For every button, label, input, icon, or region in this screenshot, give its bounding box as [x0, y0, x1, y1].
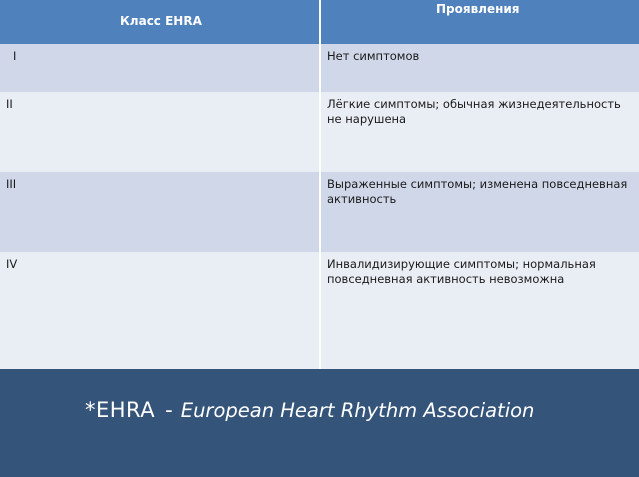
header-cell-class [0, 0, 319, 44]
description-value: Нет симптомов [327, 49, 420, 63]
description-cell [319, 252, 639, 369]
footer-full-name: European Heart Rhythm Association [180, 399, 535, 422]
footer-banner [0, 369, 639, 477]
table-row [0, 252, 639, 369]
description-value: Лёгкие симптомы; обычная жизнедеятельность не нарушена [327, 97, 621, 126]
class-value: III [6, 177, 17, 191]
header-manifestations-label: Проявления [436, 2, 520, 16]
class-value: II [6, 97, 13, 111]
header-cell-manifestations [319, 0, 639, 44]
description-value: Выраженные симптомы; изменена повседневная активность [327, 177, 628, 206]
class-value: IV [6, 257, 18, 271]
footer-dash: - [165, 398, 173, 422]
class-cell [0, 172, 319, 252]
description-cell [319, 172, 639, 252]
class-cell [0, 44, 319, 92]
footer-note [85, 398, 534, 422]
class-value: I [13, 49, 17, 63]
table-row [0, 172, 639, 254]
description-value: Инвалидизирующие симптомы; нормальная повседневная активность невозможна [327, 257, 596, 286]
class-cell [0, 252, 319, 369]
table-header-row [0, 0, 639, 47]
header-class-label: Класс EHRA [120, 14, 202, 28]
table-row [0, 44, 639, 94]
description-cell [319, 44, 639, 92]
footer-abbreviation: *EHRA [85, 398, 156, 422]
table-row [0, 92, 639, 174]
description-cell [319, 92, 639, 172]
class-cell [0, 92, 319, 172]
